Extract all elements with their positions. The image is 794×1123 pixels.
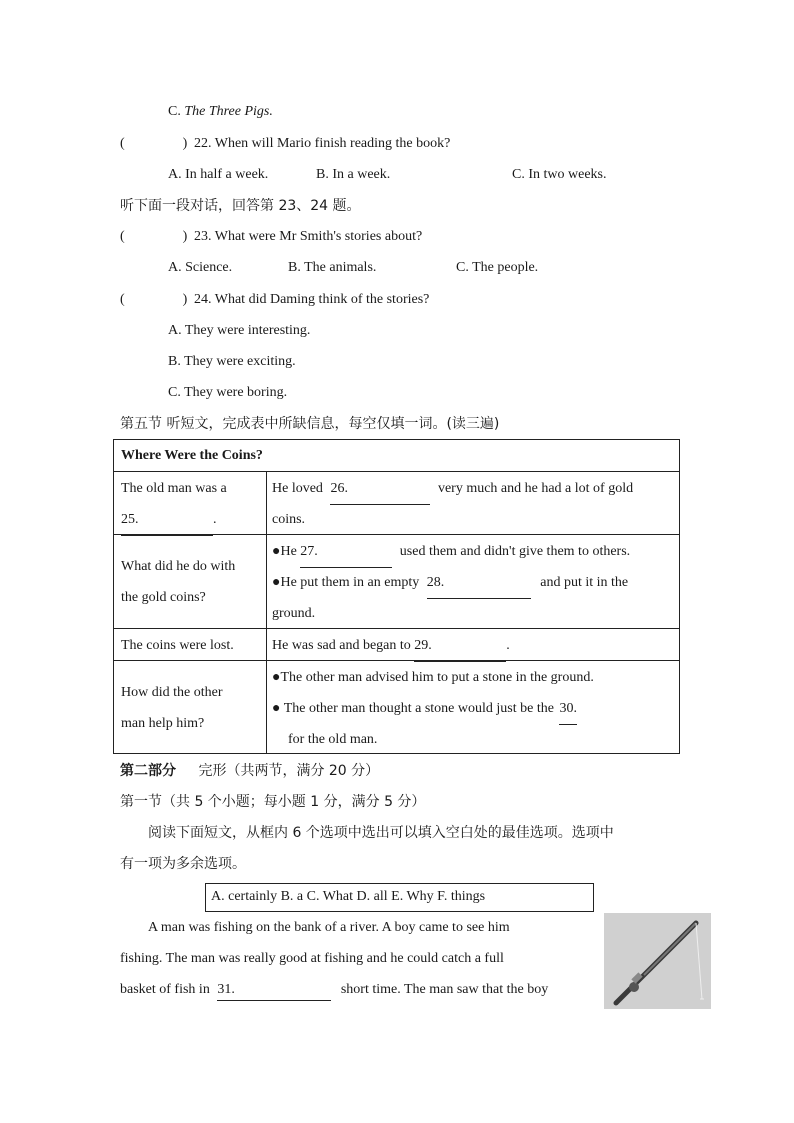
intro-line-2: 有一项为多余选项。 bbox=[120, 856, 246, 872]
q21-option-c: C. The Three Pigs. bbox=[168, 104, 273, 119]
blank-31[interactable]: 31. bbox=[217, 980, 331, 1001]
intro-line-1: 阅读下面短文，从框内 6 个选项中选出可以填入空白处的最佳选项。选项中 bbox=[148, 825, 614, 841]
q24-option-b[interactable]: B. They were exciting. bbox=[168, 354, 296, 369]
r4-left-b: man help him? bbox=[121, 716, 205, 731]
blank-29[interactable]: 29. bbox=[414, 630, 506, 662]
q23-option-a[interactable]: A. Science. bbox=[168, 260, 233, 275]
table-column-divider bbox=[266, 471, 267, 754]
r2-left-b: the gold coins? bbox=[121, 590, 206, 605]
r4-right-b: ● The other man thought a stone would just be the 30. bbox=[272, 693, 577, 725]
word-options: A. certainly B. a C. What D. all E. Why F. things bbox=[211, 889, 486, 904]
passage-line-3: basket of fish in 31. short time. The man saw that the boy bbox=[120, 980, 548, 1001]
r4-right-a: ●The other man advised him to put a stone in the ground. bbox=[272, 670, 594, 685]
fishing-rod-image bbox=[604, 913, 711, 1009]
q22-option-c[interactable]: C. In two weeks. bbox=[512, 167, 607, 182]
blank-28[interactable]: 28. bbox=[427, 567, 531, 599]
q22-question: 22. When will Mario finish reading the book? bbox=[194, 136, 451, 151]
q24-question: 24. What did Daming think of the stories? bbox=[194, 292, 430, 307]
instruction-23-24: 听下面一段对话，回答第 23、24 题。 bbox=[120, 198, 361, 214]
r2-left-a: What did he do with bbox=[121, 559, 236, 574]
q22-option-a[interactable]: A. In half a week. bbox=[168, 167, 269, 182]
blank-30[interactable]: 30. bbox=[559, 693, 577, 725]
fishing-rod-icon bbox=[604, 913, 711, 1009]
passage-line-1: A man was fishing on the bank of a river. A boy came to see him bbox=[148, 920, 510, 935]
word-options-box bbox=[205, 883, 594, 912]
r3-left: The coins were lost. bbox=[121, 638, 234, 653]
r4-left-a: How did the other bbox=[121, 685, 223, 700]
r2-right-b: ●He put them in an empty 28. and put it in the bbox=[272, 567, 628, 599]
part-2-heading: 第二部分 完形（共两节，满分 20 分） bbox=[120, 763, 380, 779]
q23-option-b[interactable]: B. The animals. bbox=[288, 260, 377, 275]
r3-right: He was sad and began to 29. . bbox=[272, 630, 510, 662]
table-row-divider bbox=[114, 628, 679, 629]
table-row-divider bbox=[114, 471, 679, 472]
r2-right-a: ●He 27. used them and didn't give them to others. bbox=[272, 536, 630, 568]
sub-section-1: 第一节（共 5 个小题；每小题 1 分，满分 5 分） bbox=[120, 794, 426, 810]
r1-right-a: He loved 26. very much and he had a lot of gold bbox=[272, 473, 633, 505]
q23-paren[interactable]: ( ) bbox=[120, 229, 188, 244]
q24-paren[interactable]: ( ) bbox=[120, 292, 188, 307]
r2-right-c: ground. bbox=[272, 606, 316, 621]
blank-26[interactable]: 26. bbox=[330, 473, 430, 505]
blank-27[interactable]: 27. bbox=[300, 536, 392, 568]
passage-line-2: fishing. The man was really good at fishing and he could catch a full bbox=[120, 951, 504, 966]
q24-option-c[interactable]: C. They were boring. bbox=[168, 385, 288, 400]
q22-option-b[interactable]: B. In a week. bbox=[316, 167, 391, 182]
r1-right-c: coins. bbox=[272, 512, 306, 527]
r4-right-c: for the old man. bbox=[288, 732, 378, 747]
blank-25[interactable]: 25. bbox=[121, 504, 213, 536]
q23-question: 23. What were Mr Smith's stories about? bbox=[194, 229, 423, 244]
q22-paren[interactable]: ( ) bbox=[120, 136, 188, 151]
q23-option-c[interactable]: C. The people. bbox=[456, 260, 539, 275]
r1-left-b: 25. . bbox=[121, 504, 217, 536]
r1-left-a: The old man was a bbox=[121, 481, 227, 496]
section-5-heading: 第五节 听短文，完成表中所缺信息，每空仅填一词。(读三遍) bbox=[120, 416, 500, 432]
q24-option-a[interactable]: A. They were interesting. bbox=[168, 323, 311, 338]
table-title: Where Were the Coins? bbox=[121, 448, 263, 463]
info-table bbox=[113, 439, 680, 754]
